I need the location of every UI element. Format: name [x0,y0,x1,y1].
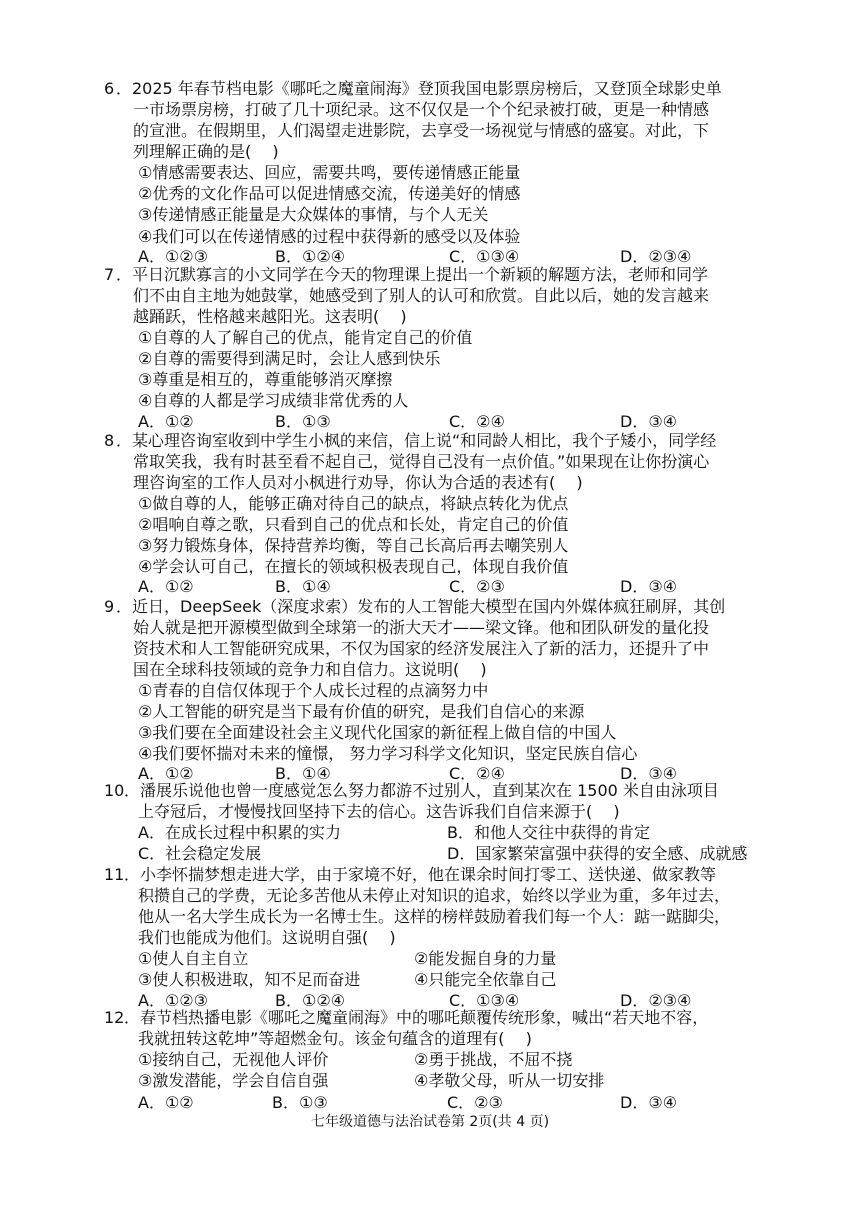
option-d[interactable]: D．③④ [620,1093,678,1112]
statement-line [0,348,860,370]
statement-line [0,327,860,349]
statement-3: ③努力锻炼身体，保持营养均衡，等自己长高后再去嘲笑别人 [138,536,569,555]
option-d[interactable]: D．③④ [620,764,678,783]
option-b[interactable]: B．①③ [272,1093,328,1112]
statement-1: ①自尊的人了解自己的优点，能肯定自己的价值 [138,328,473,347]
statement-line [0,514,860,536]
question-stem-text: 上夺冠后，才慢慢找回坚持下去的信心。这告诉我们自信来源于( ) [138,802,620,821]
option-b[interactable]: B．和他人交往中获得的肯定 [447,823,650,842]
statement-line [0,680,860,702]
question-number: 7 [104,265,115,284]
statement-line [0,390,860,412]
question-stem-text: 我们也能成为他们。这说明自强( ) [138,928,396,947]
statement-line [0,183,860,205]
question-10-stem-line-1 [0,780,860,802]
option-c[interactable]: C．②④ [449,764,505,783]
question-number: 12 [104,1008,125,1027]
question-number: 9 [104,597,115,616]
question-number: 10 [104,781,125,800]
statement-2: ②优秀的文化作品可以促进情感交流，传递美好的情感 [138,184,521,203]
option-a[interactable]: A．①② [138,577,194,596]
question-number: 11 [104,865,125,884]
statement-4: ④孝敬父母，听从一切安排 [414,1071,605,1090]
option-d[interactable]: D．②③④ [620,991,692,1010]
question-7-stem-line-1 [0,264,860,286]
question-11-stem-line-2 [0,885,860,907]
statement-4: ④只能完全依靠自己 [414,970,557,989]
statement-4: ④学会认可自己，在擅长的领域积极表现自己，体现自我价值 [138,557,569,576]
statement-4: ④我们要怀揣对未来的憧憬， 努力学习科学文化知识，坚定民族自信心 [138,744,638,763]
question-11-stem-line-4 [0,927,860,949]
option-c[interactable]: C．①③④ [449,991,520,1010]
option-c[interactable]: C．②③ [449,577,505,596]
statement-line [0,701,860,723]
question-6-stem-line-1 [0,78,860,100]
statement-4: ④自尊的人都是学习成绩非常优秀的人 [138,391,409,410]
statement-line [0,722,860,744]
option-d[interactable]: D．③④ [620,577,678,596]
statement-3: ③尊重是相互的，尊重能够消灭摩擦 [138,370,393,389]
option-a[interactable]: A．①②③ [138,991,208,1010]
statement-3: ③传递情感正能量是大众媒体的事情，与个人无关 [138,205,489,224]
statement-3: ③我们要在全面建设社会主义现代化国家的新征程上做自信的中国人 [138,723,617,742]
question-stem-text: ．春节档热播电影《哪吒之魔童闹海》中的哪吒颠覆传统形象，喊出“若天地不容， [124,1008,709,1027]
question-12-stem-line-1 [0,1007,860,1029]
statement-line [0,1070,860,1092]
statement-1: ①情感需要表达、回应，需要共鸣，要传递情感正能量 [138,163,521,182]
statement-4: ④我们可以在传递情感的过程中获得新的感受以及体验 [138,227,521,246]
question-8-stem-line-1 [0,430,860,452]
question-stem-text: 越踊跃，性格越来越阳光。这表明( ) [133,307,407,326]
statement-2: ②能发掘自身的力量 [414,949,557,968]
question-10-stem-line-2 [0,801,860,823]
option-b[interactable]: B．①②④ [275,991,346,1010]
question-6-stem-line-3 [0,120,860,142]
option-b[interactable]: B．①②④ [275,247,346,266]
options-row [0,822,860,844]
question-stem-text: 积攒自己的学费，无论多苦他从未停止对知识的追求，始终以学业为重，多年过去， [138,886,731,905]
statement-1: ①青春的自信仅体现于个人成长过程的点滴努力中 [138,681,489,700]
question-stem-text: 一市场票房榜，打破了几十项纪录。这不仅仅是一个个纪录被打破，更是一种情感 [133,100,710,119]
question-stem-text: 们不由自主地为她鼓掌，她感受到了别人的认可和欣赏。自此以后，她的发言越来 [133,286,710,305]
statement-line [0,493,860,515]
question-8-stem-line-2 [0,451,860,473]
question-stem-text: 始人就是把开源模型做到全球第一的浙大天才——梁文锋。他和团队研发的量化投 [133,618,710,637]
option-b[interactable]: B．①④ [275,577,331,596]
option-a[interactable]: A．在成长过程中积累的实力 [138,823,341,842]
statement-1: ①做自尊的人，能够正确对待自己的缺点，将缺点转化为优点 [138,494,569,513]
question-stem-text: ．小李怀揣梦想走进大学，由于家境不好，他在课余时间打零工、送快递、做家教等 [124,865,717,884]
question-6-stem-line-4 [0,141,860,163]
question-stem-text: ．某心理咨询室收到中学生小枫的来信，信上说“和同龄人相比，我个子矮小，同学经 [116,431,717,450]
question-stem-text: 常取笑我，我有时甚至看不起自己，觉得自己没有一点价值。”如果现在让你扮演心 [133,452,710,471]
question-7-stem-line-3 [0,306,860,328]
question-9-stem-line-4 [0,659,860,681]
option-b[interactable]: B．①③ [275,412,331,431]
statement-line [0,204,860,226]
question-7-stem-line-2 [0,285,860,307]
question-11-stem-line-3 [0,906,860,928]
question-stem-text: ．2025 年春节档电影《哪吒之魔童闹海》登顶我国电影票房榜后，又登顶全球影史单 [116,79,722,98]
question-stem-text: ．近日，DeepSeek（深度求索）发布的人工智能大模型在国内外媒体疯狂刷屏，其创 [116,597,726,616]
question-number: 6 [104,79,115,98]
options-row [0,576,860,598]
option-a[interactable]: A．①② [138,412,194,431]
statement-line [0,556,860,578]
options-row [0,1092,860,1114]
statement-2: ②自尊的需要得到满足时，会让人感到快乐 [138,349,441,368]
options-row [0,843,860,865]
statement-line [0,969,860,991]
question-6-stem-line-2 [0,99,860,121]
statement-line [0,948,860,970]
question-stem-text: 的宣泄。在假期里，人们渴望走进影院，去享受一场视觉与情感的盛宴。对此，下 [133,121,710,140]
option-c[interactable]: C．①③④ [449,247,520,266]
option-b[interactable]: B．①④ [275,764,331,783]
question-stem-text: 列理解正确的是( ) [133,142,279,161]
question-11-stem-line-1 [0,864,860,886]
question-9-stem-line-2 [0,617,860,639]
question-stem-text: 国在全球科技领域的竞争力和自信力。这说明( ) [133,660,487,679]
question-9-stem-line-1 [0,596,860,618]
statement-line [0,743,860,765]
statement-1: ①使人自主自立 [138,949,249,968]
question-stem-text: ．潘展乐说他也曾一度感觉怎么努力都游不过别人，直到某次在 1500 米自由泳项目 [124,781,719,800]
question-9-stem-line-3 [0,638,860,660]
statement-2: ②唱响自尊之歌，只看到自己的优点和长处，肯定自己的价值 [138,515,569,534]
statement-line [0,226,860,248]
statement-line [0,162,860,184]
option-a[interactable]: A．①②③ [138,247,208,266]
question-12-stem-line-2 [0,1028,860,1050]
statement-line [0,535,860,557]
question-stem-text: ．平日沉默寡言的小文同学在今天的物理课上提出一个新颖的解题方法，老师和同学 [116,265,709,284]
option-a[interactable]: A．①② [138,1093,194,1112]
question-stem-text: 他从一名大学生成长为一名博士生。这样的榜样鼓励着我们每一个人：踮一踮脚尖， [138,907,731,926]
statement-3: ③使人积极进取，知不足而奋进 [138,970,361,989]
statement-line [0,1049,860,1071]
option-d[interactable]: D．②③④ [620,247,692,266]
statement-2: ②勇于挑战，不屈不挠 [414,1050,573,1069]
question-stem-text: 资技术和人工智能研究成果，不仅为国家的经济发展注入了新的活力，还提升了中 [133,639,710,658]
option-d[interactable]: D．国家繁荣富强中获得的安全感、成就感 [447,844,748,863]
question-8-stem-line-3 [0,472,860,494]
question-stem-text: 理咨询室的工作人员对小枫进行劝导，你认为合适的表述有( ) [133,473,583,492]
statement-3: ③激发潜能，学会自信自强 [138,1071,329,1090]
option-c[interactable]: C．②④ [449,412,505,431]
page-footer: 七年级道德与法治试卷第 2页(共 4 页) [310,1114,550,1130]
statement-2: ②人工智能的研究是当下最有价值的研究，是我们自信心的来源 [138,702,585,721]
option-c[interactable]: C．②③ [447,1093,503,1112]
statement-line [0,369,860,391]
question-number: 8 [104,431,115,450]
option-a[interactable]: A．①② [138,764,194,783]
question-stem-text: 我就扭转这乾坤”等超燃金句。该金句蕴含的道理有( ) [138,1029,532,1048]
option-d[interactable]: D．③④ [620,412,678,431]
option-c[interactable]: C．社会稳定发展 [138,844,262,863]
statement-1: ①接纳自己，无视他人评价 [138,1050,329,1069]
